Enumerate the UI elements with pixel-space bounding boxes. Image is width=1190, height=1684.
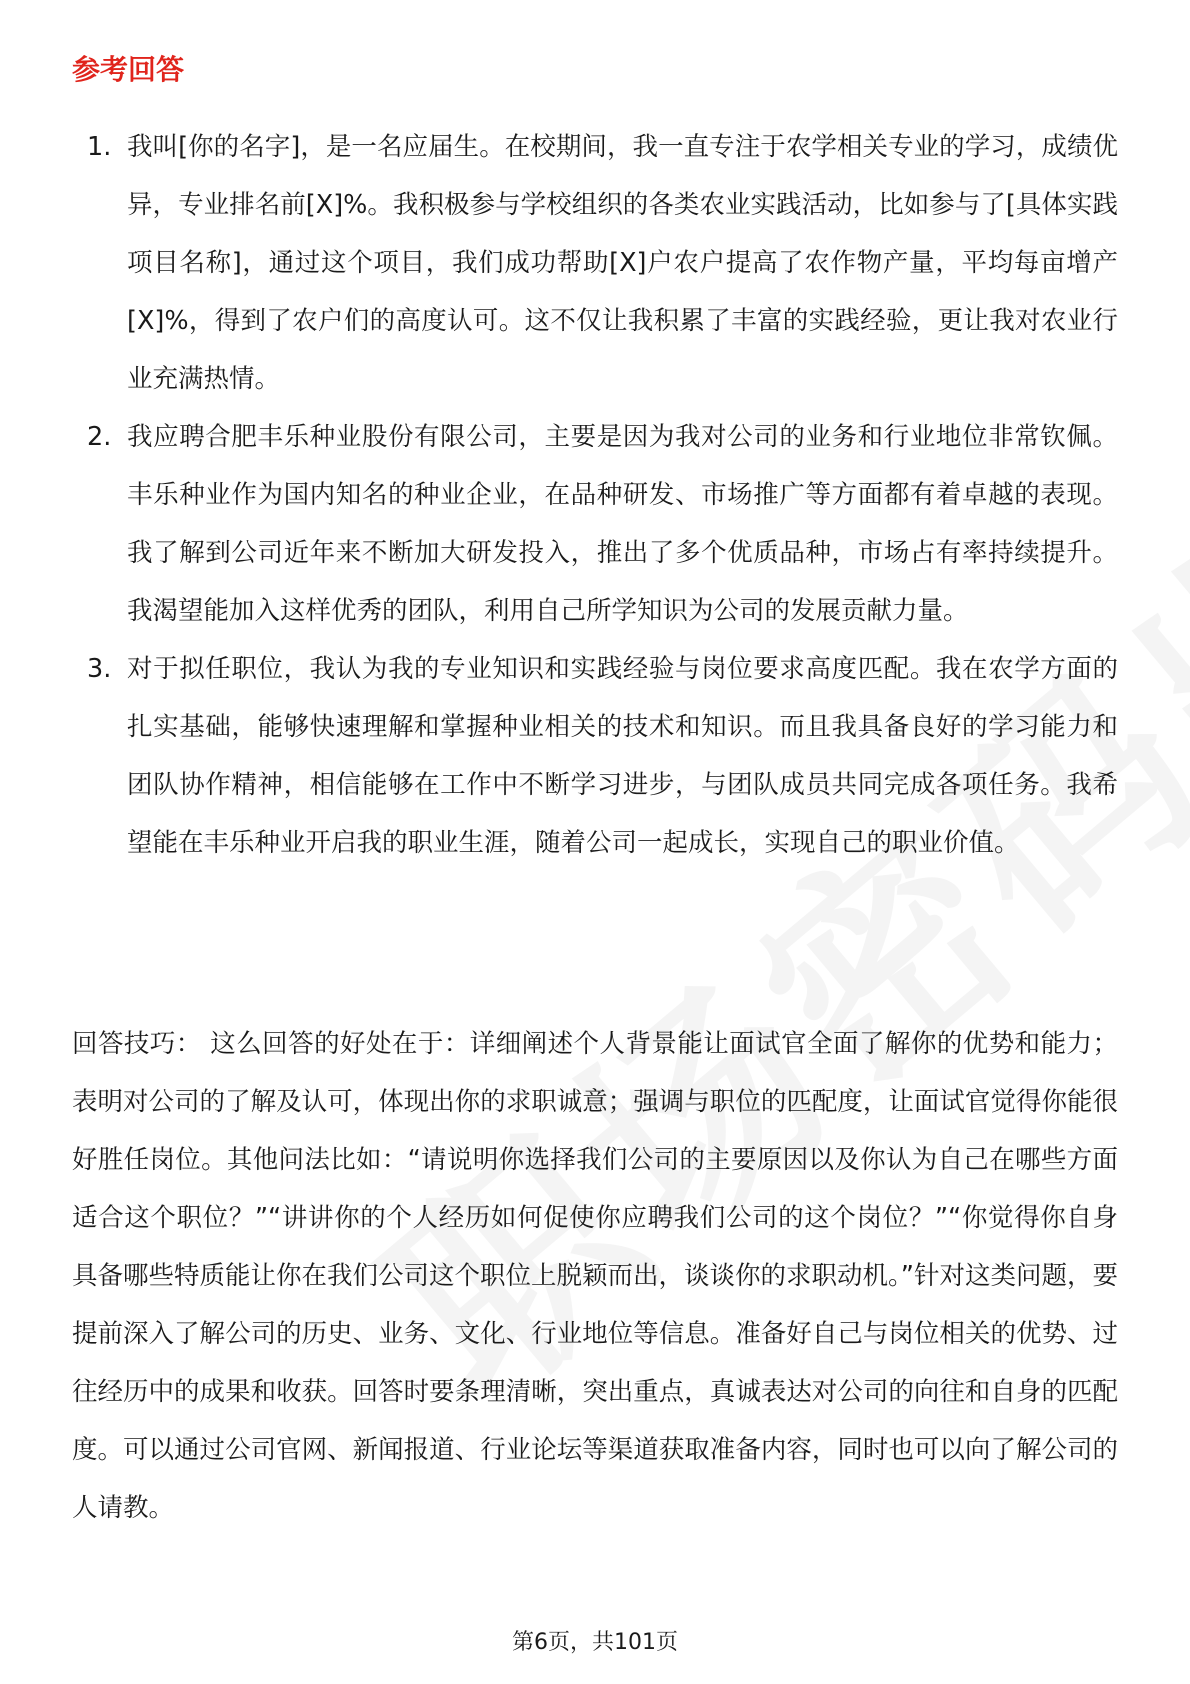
answer-number: 2.	[87, 422, 112, 452]
answer-text: 对于拟任职位，我认为我的专业知识和实践经验与岗位要求高度匹配。我在农学方面的扎实基础，能够快速理解和掌握种业相关的技术和知识。而且我具备良好的学习能力和团队协作精神，相信能够在工作中不断学习进步，与团队成员共同完成各项任务。我希望能在丰乐种业开启我的职业生涯，随着公司一起成长，实现自己的职业价值。	[127, 654, 1118, 858]
section-title: 参考回答	[72, 53, 185, 86]
answer-item-3	[72, 640, 1118, 872]
answer-item-1	[72, 118, 1118, 408]
answer-number: 3.	[87, 654, 112, 684]
answer-number: 1.	[87, 132, 112, 162]
page-number: 第6页，共101页	[512, 1630, 678, 1655]
answer-text: 我叫[你的名字]，是一名应届生。在校期间，我一直专注于农学相关专业的学习，成绩优异，专业排名前[X]%。我积极参与学校组织的各类农业实践活动，比如参与了[具体实践项目名称]，通过这个项目，我们成功帮助[X]户农户提高了农作物产量，平均每亩增产[X]%，得到了农户们的高度认可。这不仅让我积累了丰富的实践经验，更让我对农业行业充满热情。	[127, 132, 1118, 394]
answer-item-2	[72, 408, 1118, 640]
answer-tips: 回答技巧： 这么回答的好处在于：详细阐述个人背景能让面试官全面了解你的优势和能力；表明对公司的了解及认可，体现出你的求职诚意；强调与职位的匹配度，让面试官觉得你能很好胜任岗位。其他问法比如：“请说明你选择我们公司的主要原因以及你认为自己在哪些方面适合这个职位？”“讲讲你的个人经历如何促使你应聘我们公司的这个岗位？”“你觉得你自身具备哪些特质能让你在我们公司这个职位上脱颖而出，谈谈你的求职动机。”针对这类问题，要提前深入了解公司的历史、业务、文化、行业地位等信息。准备好自己与岗位相关的优势、过往经历中的成果和收获。回答时要条理清晰，突出重点，真诚表达对公司的向往和自身的匹配度。可以通过公司官网、新闻报道、行业论坛等渠道获取准备内容，同时也可以向了解公司的人请教。	[72, 1029, 1118, 1523]
answer-text: 我应聘合肥丰乐种业股份有限公司，主要是因为我对公司的业务和行业地位非常钦佩。丰乐种业作为国内知名的种业企业，在品种研发、市场推广等方面都有着卓越的表现。我了解到公司近年来不断加大研发投入，推出了多个优质品种，市场占有率持续提升。我渴望能加入这样优秀的团队，利用自己所学知识为公司的发展贡献力量。	[127, 422, 1118, 626]
answer-list	[72, 118, 1118, 872]
